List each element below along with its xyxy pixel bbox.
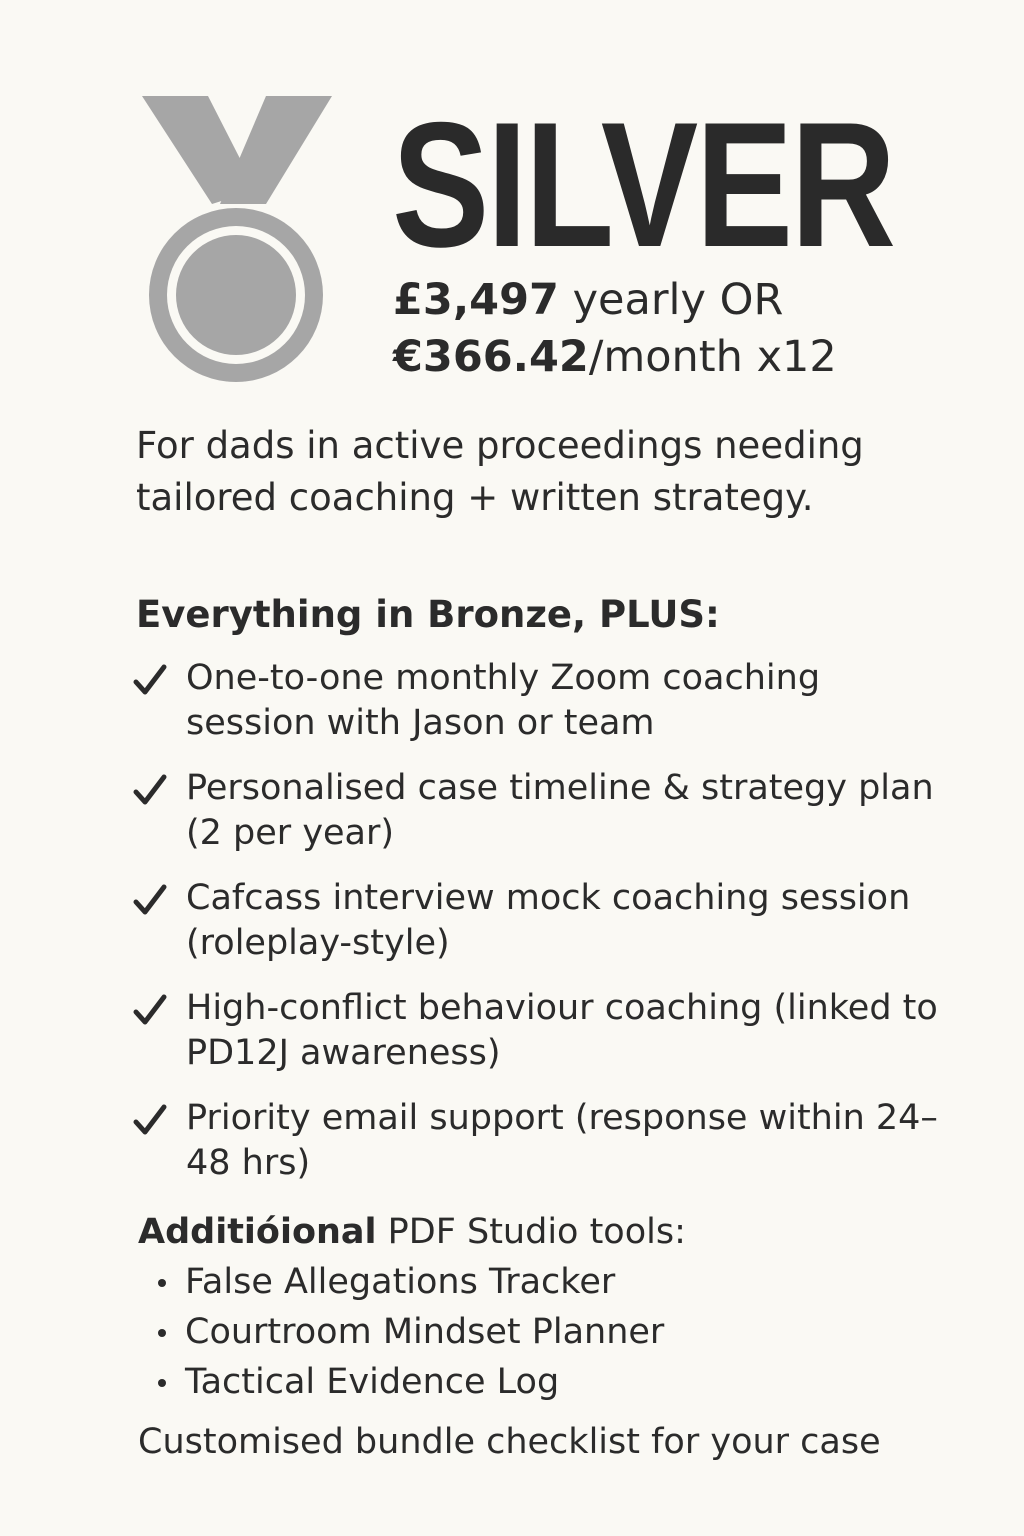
checkmark-icon bbox=[132, 1102, 168, 1138]
feature-item bbox=[132, 766, 952, 876]
tools-list bbox=[158, 1257, 664, 1407]
tool-text: Courtroom Mindset Planner bbox=[185, 1312, 665, 1352]
monthly-price bbox=[393, 329, 837, 386]
monthly-amount: €366.42 bbox=[393, 332, 589, 382]
feature-text: Priority email support (response within 24–48 hrs) bbox=[186, 1098, 938, 1183]
silver-medal-icon bbox=[138, 92, 338, 387]
tool-text: False Allegations Tracker bbox=[185, 1262, 616, 1302]
feature-item bbox=[132, 876, 952, 986]
bullet-icon bbox=[158, 1279, 166, 1287]
checkmark-icon bbox=[132, 772, 168, 808]
tools-heading-strong: Additióional bbox=[138, 1212, 377, 1252]
plus-heading: Everything in Bronze, PLUS: bbox=[136, 593, 720, 636]
feature-text: Personalised case timeline & strategy plan (2 per year) bbox=[186, 768, 934, 853]
yearly-amount: £3,497 bbox=[393, 275, 559, 325]
bullet-icon bbox=[158, 1329, 166, 1337]
feature-list bbox=[132, 656, 952, 1206]
bullet-icon bbox=[158, 1379, 166, 1387]
feature-item bbox=[132, 656, 952, 766]
tier-description: For dads in active proceedings needing tailored coaching + written strategy. bbox=[136, 424, 864, 519]
checkmark-icon bbox=[132, 662, 168, 698]
checkmark-icon bbox=[132, 992, 168, 1028]
tool-item bbox=[158, 1257, 664, 1307]
tools-heading-rest: PDF Studio tools: bbox=[376, 1212, 686, 1252]
yearly-suffix: yearly OR bbox=[558, 275, 784, 325]
tool-item bbox=[158, 1357, 664, 1407]
tools-heading bbox=[138, 1207, 686, 1257]
feature-text: Cafcass interview mock coaching session (roleplay-style) bbox=[186, 878, 911, 963]
monthly-suffix: /month x12 bbox=[588, 332, 837, 382]
tier-title: SILVER bbox=[392, 85, 894, 284]
tool-item bbox=[158, 1307, 664, 1357]
footer-note: Customised bundle checklist for your case bbox=[138, 1422, 881, 1462]
price-block bbox=[393, 272, 837, 386]
feature-text: High-conflict behaviour coaching (linked to PD12J awareness) bbox=[186, 988, 938, 1073]
checkmark-icon bbox=[132, 882, 168, 918]
feature-text: One-to-one monthly Zoom coaching session with Jason or team bbox=[186, 658, 821, 743]
tool-text: Tactical Evidence Log bbox=[185, 1362, 560, 1402]
feature-item bbox=[132, 1096, 952, 1206]
feature-item bbox=[132, 986, 952, 1096]
yearly-price bbox=[393, 272, 837, 329]
